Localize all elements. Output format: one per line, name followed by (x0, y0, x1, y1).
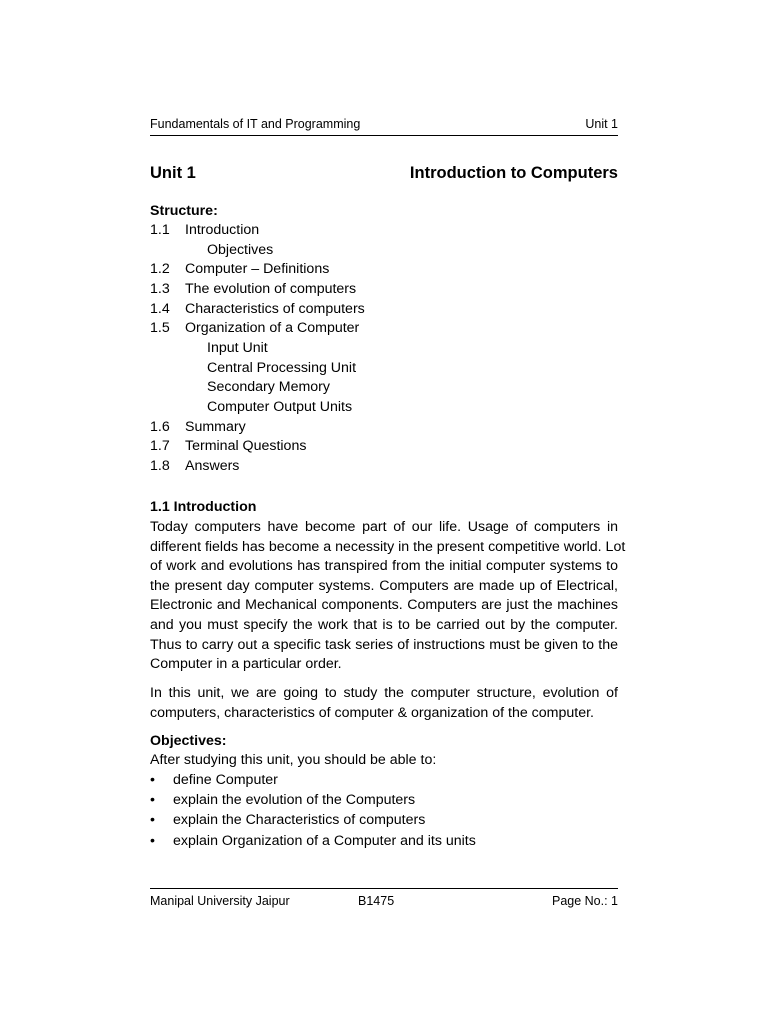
section-heading-introduction: 1.1 Introduction (150, 499, 257, 515)
toc-label: Summary (185, 419, 246, 435)
header-unit-label: Unit 1 (585, 117, 618, 131)
toc-number: 1.1 (150, 222, 170, 238)
text-line: Today computers have become part of our life. Usage of computers in (150, 519, 618, 535)
toc-subitem: Objectives (207, 242, 274, 258)
bullet-glyph: • (150, 833, 155, 849)
toc-subitem: Central Processing Unit (207, 360, 357, 376)
toc-number: 1.8 (150, 458, 170, 474)
toc-label: Computer – Definitions (185, 261, 330, 277)
toc-label: Organization of a Computer (185, 320, 360, 336)
toc-subitem: Computer Output Units (207, 399, 353, 415)
objective-item (150, 832, 476, 852)
header-book-title: Fundamentals of IT and Programming (150, 117, 361, 131)
intro-paragraph-2 (150, 684, 618, 723)
footer-rule (150, 888, 618, 889)
toc-item (150, 319, 359, 339)
text-line: Thus to carry out a specific task series of instructions must be given to the (150, 636, 618, 653)
toc-label: Introduction (185, 222, 260, 238)
footer-page-number: Page No.: 1 (551, 894, 618, 908)
objective-text: explain Organization of a Computer and its units (173, 833, 476, 849)
text-line: computers, characteristics of computer & organization of the computer. (150, 704, 594, 721)
toc-item (150, 437, 306, 457)
text-line: Computer in a particular order. (150, 656, 342, 673)
toc-item (150, 260, 329, 280)
toc-label: Characteristics of computers (185, 301, 365, 317)
toc-label: Terminal Questions (185, 438, 307, 454)
header-rule (150, 135, 618, 136)
text-line: Electronic and Mechanical components. Computers are just the machines (150, 597, 618, 614)
toc-subitem: Input Unit (207, 340, 268, 356)
bullet-glyph: • (150, 792, 155, 808)
structure-heading: Structure: (150, 203, 218, 219)
bullet-glyph: • (150, 772, 155, 788)
text-line: and you must specify the work that is to be carried out by the computer. (150, 616, 618, 633)
text-line: of work and evolutions has transpired from the initial computer systems to (150, 558, 618, 575)
toc-number: 1.5 (150, 320, 170, 336)
objective-text: define Computer (173, 772, 278, 788)
toc-number: 1.4 (150, 301, 170, 317)
unit-number: Unit 1 (150, 164, 196, 182)
objective-item (150, 811, 425, 831)
page-title: Introduction to Computers (409, 164, 618, 182)
toc-item (150, 300, 365, 320)
objectives-lead: After studying this unit, you should be able to: (150, 752, 437, 768)
toc-item (150, 221, 259, 241)
objective-item (150, 771, 278, 791)
toc-number: 1.3 (150, 281, 170, 297)
intro-paragraph-1 (150, 518, 626, 675)
objective-text: explain the evolution of the Computers (173, 792, 416, 808)
footer-university: Manipal University Jaipur (150, 894, 290, 908)
toc-number: 1.2 (150, 261, 170, 277)
text-line: the present day computer systems. Computers are made up of Electrical, (150, 577, 618, 594)
text-line: different fields has become a necessity in the present competitive world. Lot (150, 538, 626, 555)
objectives-heading: Objectives: (150, 733, 227, 749)
toc-item (150, 418, 246, 438)
objective-item (150, 791, 415, 811)
objective-text: explain the Characteristics of computers (173, 812, 426, 828)
toc-number: 1.7 (150, 438, 170, 454)
toc-item (150, 280, 356, 300)
footer-code: B1475 (358, 894, 395, 908)
toc-label: The evolution of computers (185, 281, 357, 297)
toc-number: 1.6 (150, 419, 170, 435)
text-line: In this unit, we are going to study the computer structure, evolution of (150, 685, 618, 701)
bullet-glyph: • (150, 812, 155, 828)
toc-item (150, 457, 239, 477)
toc-label: Answers (185, 458, 240, 474)
toc-subitem: Secondary Memory (207, 379, 331, 395)
